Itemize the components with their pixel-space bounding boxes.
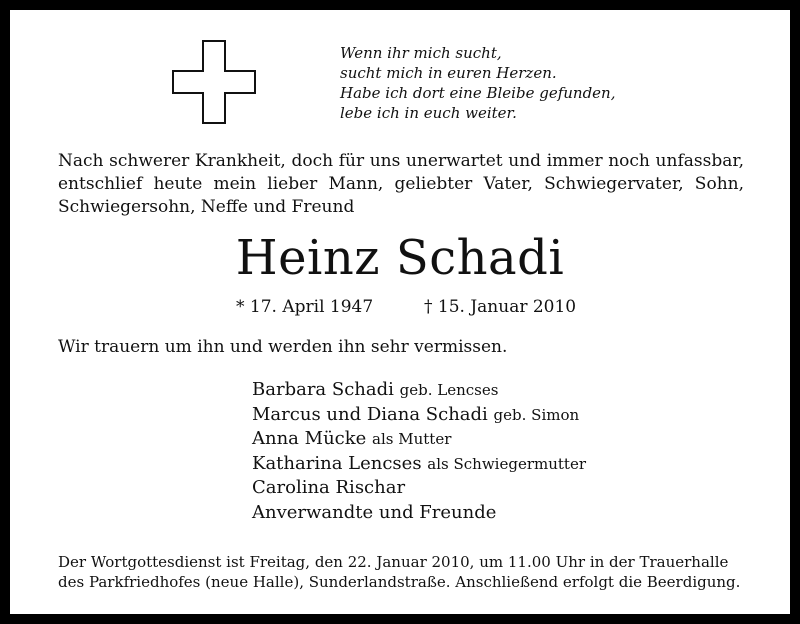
family-member <box>252 378 586 403</box>
family-member <box>252 427 586 452</box>
family-member-name: Barbara Schadi <box>252 379 394 400</box>
family-member <box>252 403 586 428</box>
poem-line: Habe ich dort eine Bleibe gefunden, <box>340 84 616 102</box>
family-member <box>252 452 586 477</box>
family-member-name: Katharina Lencses <box>252 452 422 474</box>
family-member-relation: geb. Simon <box>493 405 580 424</box>
family-member-relation: als Schwiegermutter <box>427 454 586 473</box>
family-member-name: Carolina Rischar <box>252 477 406 498</box>
memorial-poem <box>340 43 615 123</box>
poem-line: Wenn ihr mich sucht, <box>340 44 502 62</box>
death-date: † 15. Januar 2010 <box>424 297 577 317</box>
intro-text: Nach schwerer Krankheit, doch für uns unerwartet und immer noch unfassbar, entschlief heute mein lieber Mann, geliebter Vater, Schwiegervater, Sohn, Schwiegersohn, Neffe und Freund <box>58 151 744 217</box>
family-member-name: Marcus und Diana Schadi <box>252 403 488 425</box>
family-member <box>252 501 586 526</box>
family-member-relation: als Mutter <box>372 430 452 448</box>
cross-icon <box>172 40 256 124</box>
poem-line: sucht mich in euren Herzen. <box>340 64 557 82</box>
poem-line: lebe ich in euch weiter. <box>340 104 517 122</box>
obituary-notice <box>10 10 790 614</box>
birth-date: * 17. April 1947 <box>236 297 374 317</box>
family-member <box>252 476 586 501</box>
family-list <box>252 378 586 525</box>
mourning-text: Wir trauern um ihn und werden ihn sehr vermissen. <box>58 337 508 357</box>
family-member-name: Anna Mücke <box>252 428 367 449</box>
deceased-name: Heinz Schadi <box>235 230 565 286</box>
family-member-name: Anverwandte und Freunde <box>252 501 497 523</box>
family-member-relation: geb. Lencses <box>399 381 499 399</box>
service-info: Der Wortgottesdienst ist Freitag, den 22. Januar 2010, um 11.00 Uhr in der Trauerhalle des Parkfriedhofes (neue Halle), Sunderlandstraße. Anschließend erfolgt die Beerdigung. <box>58 553 741 591</box>
